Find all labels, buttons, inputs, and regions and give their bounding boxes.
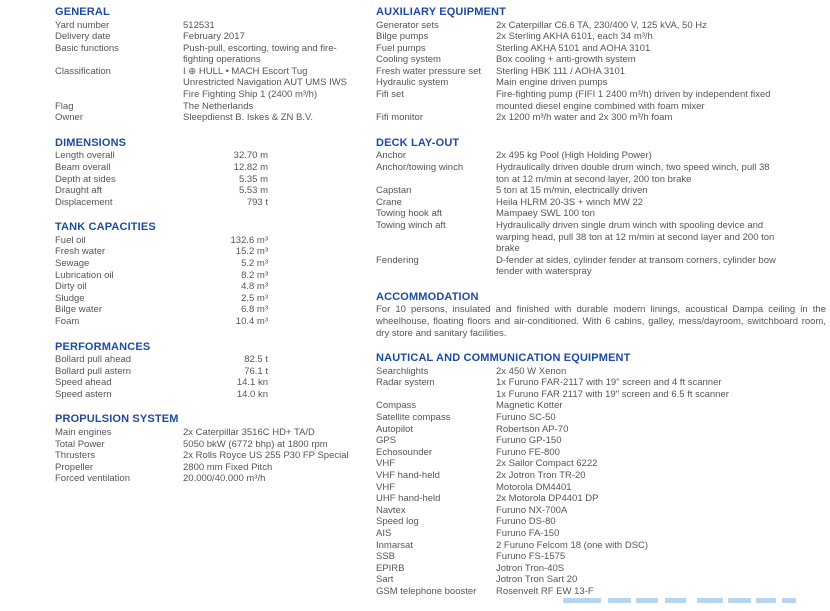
spec-value-line: 5.35 m [238, 173, 268, 185]
spec-value-line: The Netherlands [183, 100, 254, 112]
spec-row [55, 354, 376, 366]
spec-label: Sart [376, 574, 394, 586]
spec-label: Yard number [55, 19, 110, 31]
spec-row [376, 197, 826, 209]
spec-value-line: 10.4 m³ [235, 315, 268, 327]
spec-row [55, 293, 376, 305]
spec-value-line: Box cooling + anti-growth system [496, 54, 636, 66]
section-deck-lay-out [376, 137, 826, 278]
spec-value-line: 32.70 m [233, 150, 268, 162]
spec-value-line: 15.2 m³ [235, 246, 268, 258]
spec-row [376, 208, 826, 220]
spec-row [376, 586, 826, 598]
spec-value-line: brake [496, 243, 520, 255]
spec-value [496, 31, 826, 43]
spec-value [183, 101, 376, 113]
spec-value-line: 5.53 m [238, 185, 268, 197]
spec-label: AIS [376, 527, 392, 539]
spec-value [183, 281, 268, 293]
spec-value [183, 316, 268, 328]
footer-graphic-fragment [608, 598, 631, 603]
spec-label: VHF hand-held [376, 470, 440, 481]
spec-value [183, 246, 268, 258]
spec-value-line: 793 t [246, 196, 268, 208]
spec-value-line: Jotron Tron Sart 20 [496, 574, 578, 586]
spec-row [376, 435, 826, 447]
spec-row [55, 235, 376, 247]
spec-label: Foam [55, 315, 80, 327]
spec-value [183, 66, 376, 101]
spec-value-line: 2x Caterpillar 3516C HD+ TA/D [183, 426, 315, 438]
spec-label: Compass [376, 400, 417, 412]
spec-row [55, 270, 376, 282]
spec-label: UHF hand-held [376, 493, 441, 505]
spec-row [376, 424, 826, 436]
spec-value-line: I ⊕ HULL • MACH Escort Tug [183, 65, 308, 77]
spec-value-line: Mampaey SWL 100 ton [496, 208, 595, 220]
spec-value-line: February 2017 [183, 31, 245, 43]
spec-value [496, 424, 826, 436]
spec-value [183, 20, 376, 32]
spec-label: Towing winch aft [376, 219, 446, 231]
right-column [376, 6, 826, 611]
spec-value-line: 14.0 kn [236, 388, 268, 400]
spec-row [55, 316, 376, 328]
spec-label: Autopilot [376, 423, 413, 435]
spec-row [55, 439, 376, 451]
spec-row [55, 66, 376, 101]
spec-value-line: Unrestricted Navigation AUT UMS IWS [183, 77, 348, 89]
spec-row [55, 389, 376, 401]
spec-value [496, 400, 826, 412]
section-performances [55, 341, 376, 401]
section-general [55, 6, 376, 124]
spec-label: Fifi set [376, 89, 404, 101]
spec-row [376, 162, 826, 185]
spec-row [376, 31, 826, 43]
spec-row [55, 304, 376, 316]
spec-row [376, 77, 826, 89]
spec-value [183, 462, 376, 474]
spec-row [376, 150, 826, 162]
section-propulsion-system [55, 413, 376, 484]
spec-label: Sludge [55, 292, 85, 304]
spec-label: Bilge pumps [376, 31, 429, 43]
spec-value-line: ton at 12 m/min at second layer, 200 ton brake [496, 173, 692, 185]
spec-row [55, 101, 376, 113]
spec-value-line: Furuno NX-700A [496, 504, 568, 516]
section-title: AUXILIARY EQUIPMENT [376, 6, 506, 18]
spec-value-line: Furuno GP-150 [496, 435, 562, 447]
spec-value [496, 150, 826, 162]
spec-label: Speed astern [55, 388, 112, 400]
spec-value-line: 5.2 m³ [241, 258, 268, 269]
spec-value [496, 516, 826, 528]
spec-value [183, 112, 376, 124]
spec-value-line: 1x Furuno FAR 2117 with 19" screen and 6.5 ft scanner [496, 388, 729, 400]
spec-row [376, 563, 826, 575]
spec-label: Flag [55, 100, 74, 112]
section-nautical-and-communication-equipment [376, 352, 826, 597]
spec-value [496, 540, 826, 552]
spec-row [55, 281, 376, 293]
spec-value-line: 20.000/40.000 m³/h [183, 473, 266, 485]
spec-label: Searchlights [376, 365, 429, 377]
spec-row [376, 447, 826, 459]
spec-label: Bollard pull astern [55, 365, 132, 377]
spec-label: Main engines [55, 426, 112, 438]
spec-value-line: Jotron Tron-40S [496, 562, 565, 574]
spec-value [183, 366, 268, 378]
spec-label: Draught aft [55, 185, 102, 197]
spec-value-line: 512531 [183, 19, 215, 31]
spec-value-line: 4.8 m³ [241, 281, 268, 293]
spec-row [55, 450, 376, 462]
spec-row [376, 412, 826, 424]
section-title: PERFORMANCES [55, 340, 151, 353]
spec-value-line: Magnetic Kotter [496, 400, 563, 412]
spec-value [496, 366, 826, 378]
spec-value-line: 12.82 m [233, 161, 268, 173]
spec-value-line: fender with waterspray [496, 266, 592, 278]
spec-row [376, 66, 826, 78]
spec-row [55, 31, 376, 43]
footer-graphic-fragment [697, 598, 723, 603]
spec-value-line: D-fender at sides, cylinder fender at transom corners, cylinder bow [496, 254, 776, 266]
spec-row [376, 540, 826, 552]
spec-row [376, 470, 826, 482]
spec-label: Towing hook aft [376, 208, 443, 220]
spec-row [376, 551, 826, 563]
spec-value [183, 293, 268, 305]
spec-value-line: 2x Caterpillar C6.6 TA, 230/400 V, 125 kVA, 50 Hz [496, 19, 707, 31]
spec-row [376, 574, 826, 586]
spec-value [183, 354, 268, 366]
spec-value-line: Push-pull, escorting, towing and fire- [183, 42, 337, 54]
spec-value-line: 6.8 m³ [241, 304, 268, 316]
spec-value-line: fighting operations [183, 54, 261, 66]
spec-row [376, 528, 826, 540]
spec-value [183, 174, 268, 186]
spec-label: Inmarsat [376, 539, 413, 551]
spec-label: EPIRB [376, 562, 405, 574]
spec-label: Cooling system [376, 54, 441, 66]
spec-row [376, 377, 826, 400]
spec-row [55, 366, 376, 378]
spec-value [496, 447, 826, 459]
spec-value [183, 270, 268, 282]
spec-value [496, 197, 826, 209]
spec-row [55, 246, 376, 258]
spec-row [376, 112, 826, 124]
spec-value [496, 162, 826, 185]
spec-label: Anchor [376, 150, 407, 162]
spec-value-line: 2800 mm Fixed Pitch [183, 461, 273, 473]
spec-value [183, 235, 268, 247]
spec-row [55, 20, 376, 32]
spec-label: Forced ventilation [55, 473, 130, 485]
spec-row [376, 400, 826, 412]
spec-value [496, 89, 826, 112]
spec-value [183, 150, 268, 162]
spec-label: Fuel oil [55, 234, 86, 246]
spec-value [496, 412, 826, 424]
spec-row [376, 516, 826, 528]
spec-value [183, 197, 268, 209]
spec-label: Generator sets [376, 19, 439, 31]
spec-label: Length overall [55, 150, 115, 162]
spec-value-line: Motorola DM4401 [496, 481, 572, 493]
footer-graphic-fragment [756, 598, 776, 603]
spec-value [496, 505, 826, 517]
spec-value [183, 377, 268, 389]
spec-value-line: 2 Furuno Felcom 18 (one with DSC) [496, 539, 649, 551]
spec-label: Owner [55, 112, 83, 124]
footer-graphic-fragment [782, 598, 796, 603]
footer-graphic-fragment [636, 598, 658, 603]
spec-value [183, 304, 268, 316]
spec-label: Satellite compass [376, 412, 451, 424]
spec-value-line: 14.1 kn [236, 377, 268, 389]
spec-value-line: Furuno FE-800 [496, 446, 560, 458]
spec-label: Speed ahead [55, 377, 112, 389]
spec-value [183, 258, 268, 270]
spec-label: Lubrication oil [55, 269, 114, 281]
spec-value-line: Furuno DS-80 [496, 516, 556, 528]
spec-value-line: 2x 1200 m³/h water and 2x 300 m³/h foam [496, 112, 673, 124]
spec-value [496, 77, 826, 89]
section-title: DECK LAY-OUT [376, 136, 460, 149]
spec-row [376, 220, 826, 255]
spec-label: Propeller [55, 461, 94, 473]
spec-row [55, 377, 376, 389]
spec-label: VHF [376, 481, 395, 493]
spec-value-line: Sleepdienst B. Iskes & ZN B.V. [183, 112, 314, 124]
spec-label: Sewage [55, 258, 90, 269]
section-title: DIMENSIONS [55, 136, 127, 149]
spec-row [376, 482, 826, 494]
spec-label: Fresh water pressure set [376, 65, 482, 77]
spec-row [55, 112, 376, 124]
spec-value [183, 450, 376, 462]
spec-value [183, 473, 376, 485]
spec-value [496, 208, 826, 220]
spec-label: Classification [55, 65, 111, 77]
spec-label: SSB [376, 551, 396, 563]
spec-row [55, 197, 376, 209]
spec-row [55, 462, 376, 474]
spec-label: Total Power [55, 438, 105, 450]
spec-label: GPS [376, 435, 397, 447]
spec-row [376, 255, 826, 278]
spec-value-line: 1x Furuno FAR-2117 with 19" screen and 4 ft scanner [496, 377, 722, 389]
spec-value-line: 2x Motorola DP4401 DP [496, 493, 599, 505]
section-accommodation [376, 291, 826, 339]
spec-value [496, 185, 826, 197]
spec-label: Bollard pull ahead [55, 354, 132, 366]
spec-label: Navtex [376, 504, 406, 516]
spec-value-line: Sterling HBK 111 / AOHA 3101 [496, 65, 626, 77]
spec-value-line: mounted diesel engine combined with foam mixer [496, 100, 705, 112]
spec-row [55, 43, 376, 66]
section-title: TANK CAPACITIES [55, 221, 156, 234]
spec-label: Beam overall [55, 161, 111, 173]
spec-value [496, 586, 826, 598]
spec-value-line: Robertson AP-70 [496, 423, 569, 435]
spec-row [376, 89, 826, 112]
spec-label: GSM telephone booster [376, 585, 477, 597]
spec-value [496, 377, 826, 400]
spec-value-line: Sterling AKHA 5101 and AOHA 3101 [496, 42, 651, 54]
spec-value-line: 132.6 m³ [230, 234, 268, 246]
spec-row [376, 54, 826, 66]
spec-value [496, 551, 826, 563]
spec-row [55, 174, 376, 186]
left-column [55, 6, 376, 498]
spec-row [376, 493, 826, 505]
spec-label: VHF [376, 458, 395, 470]
spec-label: Crane [376, 196, 402, 208]
spec-value [183, 427, 376, 439]
section-title: PROPULSION SYSTEM [55, 413, 179, 426]
spec-row [55, 473, 376, 485]
spec-label: Fendering [376, 254, 419, 266]
spec-label: Fresh water [55, 246, 106, 258]
spec-row [376, 185, 826, 197]
spec-value-line: Furuno FS-1575 [496, 551, 566, 563]
spec-value-line: Hydraulically driven double drum winch, two speed winch, pull 38 [496, 161, 770, 173]
spec-value-line: Heila HLRM 20-3S + winch MW 22 [496, 196, 644, 208]
spec-label: Speed log [376, 516, 419, 528]
spec-value [496, 66, 826, 78]
spec-value [496, 574, 826, 586]
footer-graphic-fragment [728, 598, 751, 603]
spec-row [55, 162, 376, 174]
spec-label: Echosounder [376, 446, 432, 458]
section-paragraph: For 10 persons, insulated and finished with durable modern linings, acoustical Dampa ceiling in the wheelhouse, floating floors and air-conditioned. With 6 cabins, galley, mess/dayroom, switchboard room, dry store and sanitary facilities. [376, 304, 826, 339]
spec-value-line: 2x Rolls Royce US 255 P30 FP Special [183, 450, 349, 462]
spec-row [55, 427, 376, 439]
spec-value [496, 482, 826, 494]
spec-value-line: 2x 450 W Xenon [496, 365, 567, 377]
spec-value [496, 255, 826, 278]
spec-value [183, 43, 376, 66]
spec-label: Hydraulic system [376, 77, 449, 89]
spec-label: Displacement [55, 196, 113, 208]
spec-label: Radar system [376, 377, 435, 389]
spec-label: Delivery date [55, 31, 111, 43]
spec-value [496, 528, 826, 540]
spec-value-line: Furuno FA-150 [496, 527, 560, 539]
spec-value-line: 8.2 m³ [241, 269, 268, 281]
spec-label: Anchor/towing winch [376, 161, 464, 173]
spec-label: Thrusters [55, 450, 96, 462]
spec-value [496, 563, 826, 575]
spec-value-line: 76.1 t [244, 365, 268, 377]
spec-value-line: 5050 bkW (6772 bhp) at 1800 rpm [183, 438, 328, 450]
section-tank-capacities [55, 221, 376, 327]
spec-value-line: Rosenvelt RF EW 13-F [496, 585, 594, 597]
spec-value [183, 185, 268, 197]
spec-value-line: 2x Sterling AKHA 6101, each 34 m³/h [496, 31, 653, 43]
spec-label: Fifi monitor [376, 112, 423, 124]
spec-row [376, 505, 826, 517]
spec-label: Basic functions [55, 42, 119, 54]
spec-label: Bilge water [55, 304, 102, 316]
spec-value-line: Hydraulically driven single drum winch with spooling device and [496, 219, 764, 231]
spec-value [183, 31, 376, 43]
spec-row [55, 258, 376, 270]
section-dimensions [55, 137, 376, 208]
spec-row [376, 43, 826, 55]
footer-graphic-fragment [665, 598, 686, 603]
spec-value [496, 20, 826, 32]
spec-row [55, 150, 376, 162]
spec-value-line: 2.5 m³ [241, 292, 268, 304]
spec-label: Depth at sides [55, 173, 116, 185]
spec-value [496, 470, 826, 482]
spec-value [496, 54, 826, 66]
spec-value [496, 458, 826, 470]
spec-value-line: 2x Jotron Tron TR-20 [496, 470, 586, 481]
spec-value [183, 389, 268, 401]
spec-value-line: warping head, pull 38 ton at 12 m/min at second layer and 200 ton [496, 231, 775, 243]
spec-value [183, 439, 376, 451]
footer-graphic-fragment [563, 598, 601, 603]
spec-value-line: Furuno SC-50 [496, 412, 556, 424]
spec-value [496, 43, 826, 55]
spec-row [376, 458, 826, 470]
spec-value-line: 2x Sailor Compact 6222 [496, 458, 598, 470]
spec-value [183, 162, 268, 174]
spec-label: Capstan [376, 185, 412, 197]
spec-value [496, 435, 826, 447]
spec-value [496, 112, 826, 124]
spec-row [376, 20, 826, 32]
spec-row [376, 366, 826, 378]
section-auxiliary-equipment [376, 6, 826, 124]
spec-value-line: Fire Fighting Ship 1 (2400 m³/h) [183, 89, 318, 101]
spec-value-line: 5 ton at 15 m/min, electrically driven [496, 185, 648, 197]
spec-value [496, 493, 826, 505]
section-title: ACCOMMODATION [376, 290, 479, 303]
section-title: GENERAL [55, 6, 110, 18]
spec-label: Fuel pumps [376, 42, 426, 54]
spec-value-line: 82.5 t [244, 354, 268, 366]
spec-row [55, 185, 376, 197]
spec-value-line: Main engine driven pumps [496, 77, 608, 89]
section-title: NAUTICAL AND COMMUNICATION EQUIPMENT [376, 352, 631, 365]
spec-value [496, 220, 826, 255]
spec-label: Dirty oil [55, 281, 87, 293]
spec-value-line: Fire-fighting pump (FIFI 1 2400 m³/h) driven by independent fixed [496, 89, 771, 101]
spec-value-line: 2x 495 kg Pool (High Holding Power) [496, 150, 652, 162]
